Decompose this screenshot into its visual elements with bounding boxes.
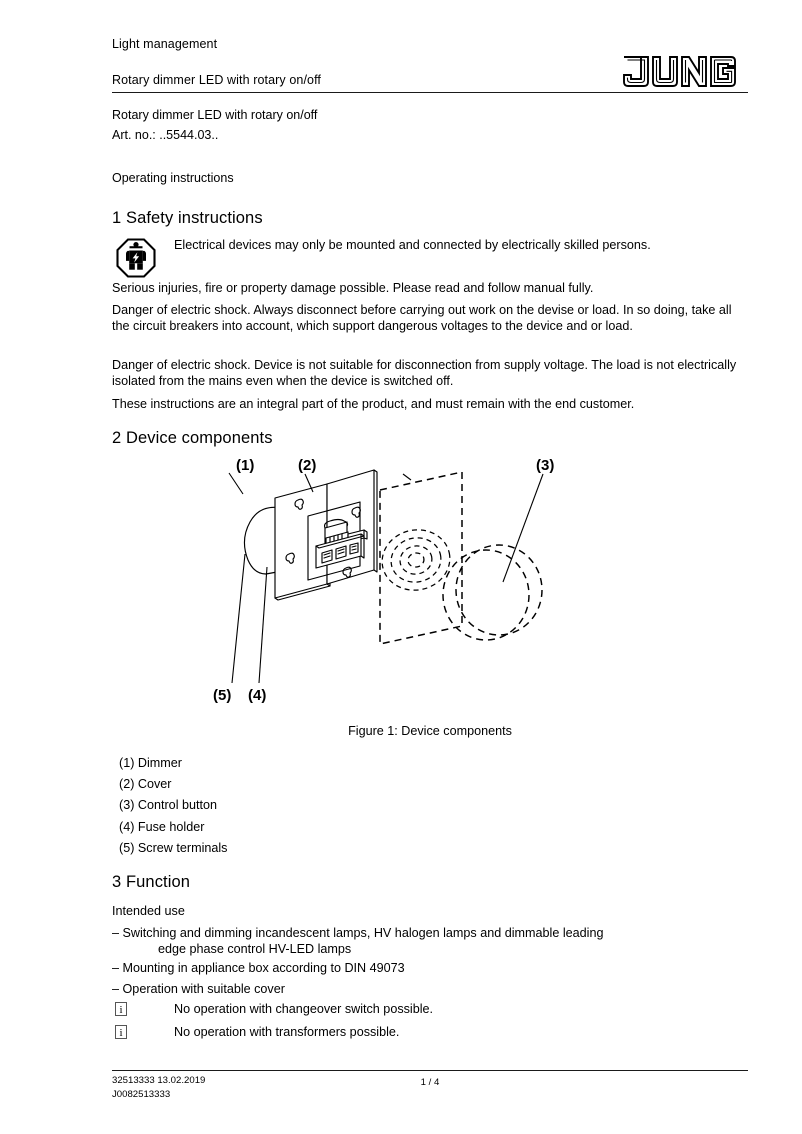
note-text: No operation with changeover switch possible. [174, 1002, 434, 1016]
figure-callout-2: (2) [298, 458, 317, 474]
legend-item-fuse-holder: (4) Fuse holder [119, 819, 205, 834]
safety-warning-text: Electrical devices may only be mounted and connected by electrically skilled persons. [174, 238, 651, 252]
intended-use-label: Intended use [112, 904, 185, 918]
footer-page-number: 1 / 4 [420, 1077, 440, 1088]
header-category: Light management [112, 37, 218, 51]
jung-logo [620, 55, 748, 88]
legend-item-dimmer: (1) Dimmer [119, 756, 182, 770]
heading-device-components: 2 Device components [112, 429, 273, 447]
footer-divider [112, 1070, 748, 1071]
figure-callout-3: (3) [536, 458, 555, 474]
function-bullet-cover [112, 981, 732, 997]
footer-doc-number-date: 32513333 13.02.2019 [112, 1075, 206, 1086]
safety-paragraph-instructions-integral: These instructions are an integral part of the product, and must remain with the end customer. [112, 397, 635, 411]
bullet-dash-1: – [112, 926, 120, 940]
heading-safety-instructions: 1 Safety instructions [112, 209, 263, 227]
document-type: Operating instructions [112, 171, 234, 185]
info-icon: i [115, 1002, 127, 1016]
document-article-number: Art. no.: ..5544.03.. [112, 128, 219, 142]
document-product-title: Rotary dimmer LED with rotary on/off [112, 108, 318, 122]
heading-function: 3 Function [112, 873, 191, 891]
bullet-text-1: Switching and dimming incandescent lamps, HV halogen lamps and dimmable leading [122, 926, 604, 940]
function-bullet-lamp-types [112, 925, 732, 958]
device-components-figure [112, 458, 748, 718]
legend-item-control-button: (3) Control button [119, 798, 218, 813]
function-note-changeover-switch [112, 1001, 732, 1017]
header-product-title: Rotary dimmer LED with rotary on/off [112, 73, 321, 87]
legend-item-screw-terminals: (5) Screw terminals [119, 840, 228, 855]
info-icon: i [115, 1025, 127, 1039]
safety-paragraph-electric-shock-disconnect: Danger of electric shock. Always disconnect before carrying out work on the devise or load. In so doing, take all the circuit breakers into account, which support dangerous voltages to the device and or load. [112, 303, 732, 334]
safety-paragraph-electric-shock-isolation: Danger of electric shock. Device is not suitable for disconnection from supply voltage. The load is not electrically isolated from the mains even when the device is switched off. [112, 358, 737, 389]
footer-doc-code: J0082513333 [112, 1089, 171, 1100]
figure-callout-1: (1) [236, 458, 255, 474]
bullet-text-2: Mounting in appliance box according to DIN 49073 [122, 961, 405, 975]
figure-caption: Figure 1: Device components [348, 724, 512, 738]
figure-callout-4: (4) [248, 687, 267, 704]
safety-paragraph-serious-injuries: Serious injuries, fire or property damage possible. Please read and follow manual fully. [112, 281, 594, 295]
header-divider [112, 92, 748, 93]
bullet-dash-2: – [112, 961, 120, 975]
note-text: No operation with transformers possible. [174, 1025, 400, 1039]
device-components-legend [119, 753, 227, 859]
electrically-skilled-person-icon [116, 238, 156, 278]
bullet-text-3: Operation with suitable cover [122, 982, 285, 996]
page-content-area [112, 0, 748, 1134]
function-bullet-mounting [112, 960, 732, 976]
bullet-continuation-1: edge phase control HV-LED lamps [158, 942, 352, 957]
legend-item-cover: (2) Cover [119, 777, 172, 792]
figure-callout-5: (5) [213, 687, 232, 704]
function-note-transformers [112, 1024, 732, 1040]
bullet-dash-3: – [112, 982, 120, 996]
